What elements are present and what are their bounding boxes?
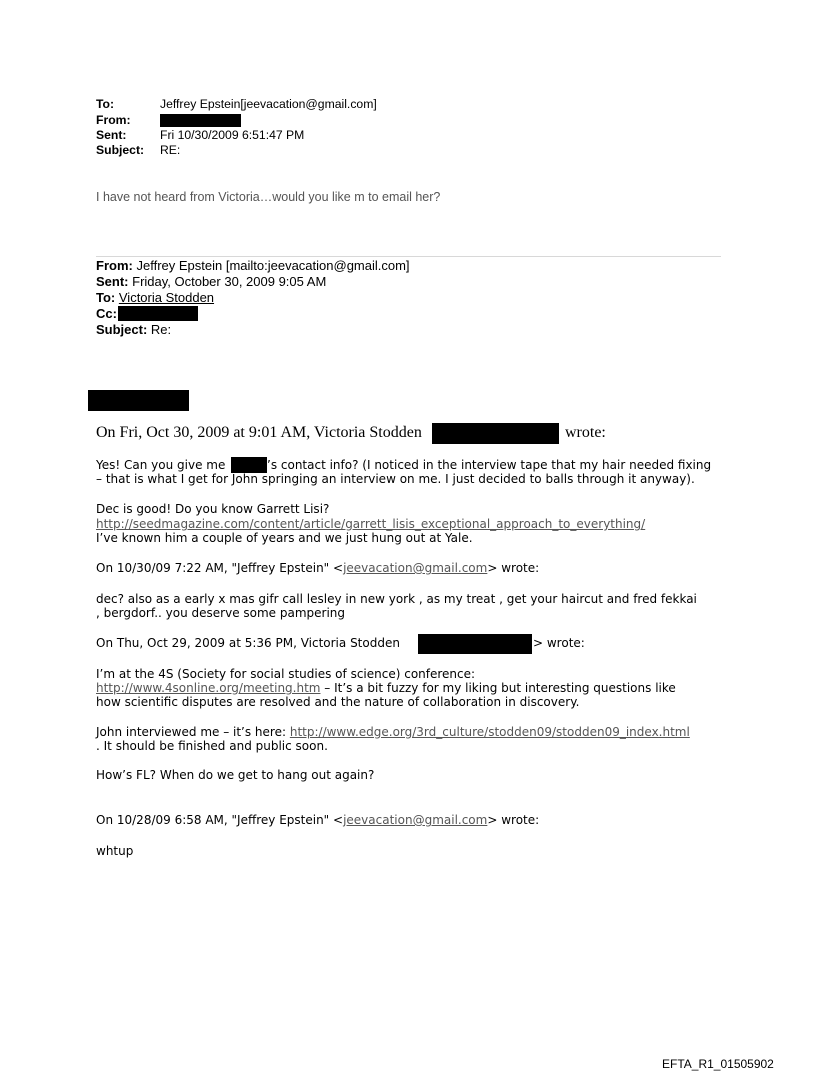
email-link[interactable]: jeevacation@gmail.com <box>343 813 488 827</box>
on-fri-prefix: On Fri, Oct 30, 2009 at 9:01 AM, Victoria Stodden <box>96 424 422 441</box>
from-label: From: <box>96 113 131 127</box>
sent-value: Fri 10/30/2009 6:51:47 PM <box>160 128 305 142</box>
on-fri-line <box>96 424 422 442</box>
quoted-cc-row <box>96 306 117 321</box>
p4-line1: I’m at the 4S (Society for social studies of science) conference: <box>96 667 476 681</box>
to-value: Jeffrey Epstein[jeevacation@gmail.com] <box>160 97 377 111</box>
on-1030-prefix: On 10/30/09 7:22 AM, "Jeffrey Epstein" < <box>96 561 344 575</box>
on-1030-line <box>96 561 539 575</box>
subject-value: RE: <box>160 143 181 157</box>
on-1028-suffix: > wrote: <box>487 813 540 827</box>
to-label: To: <box>96 97 115 111</box>
quoted-from-value: Jeffrey Epstein [mailto:jeevacation@gmail.com] <box>136 258 410 273</box>
p7-line: whtup <box>96 844 134 858</box>
on-1028-prefix: On 10/28/09 6:58 AM, "Jeffrey Epstein" < <box>96 813 344 827</box>
p2-line1: Dec is good! Do you know Garrett Lisi? <box>96 502 330 516</box>
redaction-box <box>160 114 241 127</box>
p5-line1-text: John interviewed me – it’s here: <box>96 725 290 739</box>
redaction-box <box>118 306 198 321</box>
quoted-to-row <box>96 290 214 305</box>
quoted-subject-row <box>96 322 171 337</box>
quoted-to-value: Victoria Stodden <box>118 290 215 305</box>
p5-line1 <box>96 725 690 739</box>
4sonline-link[interactable]: http://www.4sonline.org/meeting.htm <box>96 681 321 695</box>
reply-body: I have not heard from Victoria…would you like m to email her? <box>96 190 441 204</box>
quoted-from-row <box>96 258 410 273</box>
edge-link[interactable]: http://www.edge.org/3rd_culture/stodden09/stodden09_index.html <box>289 725 690 739</box>
p4-line2 <box>96 681 676 695</box>
sent-label: Sent: <box>96 128 127 142</box>
quoted-sent-row <box>96 274 326 289</box>
redaction-box <box>231 457 267 473</box>
on-fri-suffix: wrote: <box>565 424 606 441</box>
p5-line2: . It should be finished and public soon. <box>96 739 328 753</box>
p1-line1-b: ’s contact info? (I noticed in the interview tape that my hair needed fixing <box>267 458 712 472</box>
seedmagazine-link[interactable]: http://seedmagazine.com/content/article/garrett_lisis_exceptional_approach_to_everything/ <box>96 517 646 531</box>
quoted-sent-label: Sent: <box>96 274 129 289</box>
quoted-from-label: From: <box>96 258 133 273</box>
redaction-box <box>418 634 532 654</box>
p6-line: How’s FL? When do we get to hang out again? <box>96 768 375 782</box>
quoted-subject-label: Subject: <box>96 322 148 337</box>
p4-line2-text: – It’s a bit fuzzy for my liking but interesting questions like <box>320 681 676 695</box>
on-1028-line <box>96 813 539 827</box>
redaction-box <box>432 423 559 444</box>
p3-line2: , bergdorf.. you deserve some pampering <box>96 606 346 620</box>
p3-line1: dec? also as a early x mas gifr call lesley in new york , as my treat , get your haircut and fred fekkai <box>96 592 697 606</box>
p1-line2: – that is what I get for John springing an interview on me. I just decided to balls through it anyway). <box>96 472 695 486</box>
quoted-to-label: To: <box>96 290 116 305</box>
on-thu-suffix: > wrote: <box>533 636 585 650</box>
on-thu-prefix: On Thu, Oct 29, 2009 at 5:36 PM, Victoria Stodden <box>96 636 400 650</box>
p4-line3: how scientific disputes are resolved and the nature of collaboration in discovery. <box>96 695 580 709</box>
footer-document-id: EFTA_R1_01505902 <box>662 1057 774 1071</box>
p1-line1-a: Yes! Can you give me <box>96 458 226 472</box>
email-link[interactable]: jeevacation@gmail.com <box>343 561 488 575</box>
quoted-sent-value: Friday, October 30, 2009 9:05 AM <box>132 274 327 289</box>
redaction-box <box>88 390 189 411</box>
quoted-cc-label: Cc: <box>96 306 117 321</box>
p2-line3: I’ve known him a couple of years and we just hung out at Yale. <box>96 531 473 545</box>
subject-label: Subject: <box>96 143 145 157</box>
quoted-subject-value: Re: <box>150 322 172 337</box>
on-1030-suffix: > wrote: <box>487 561 540 575</box>
divider <box>96 256 721 257</box>
